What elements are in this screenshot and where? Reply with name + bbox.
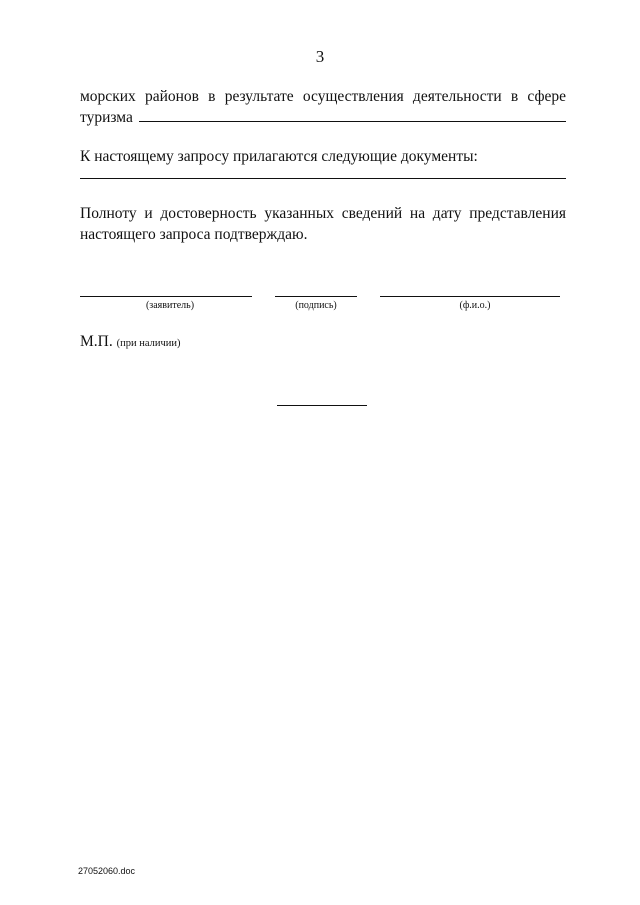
name-line xyxy=(380,296,560,297)
stamp-note: (при наличии) xyxy=(116,338,181,349)
paragraph-tourism-line2 xyxy=(80,107,566,128)
signature-caption: (подпись) xyxy=(295,300,337,311)
page-number: 3 xyxy=(315,47,325,66)
signature-line xyxy=(275,296,357,297)
paragraph-tourism-line1: морских районов в результате осуществления деятельности в сфере xyxy=(80,88,566,105)
file-name-footer: 27052060.doc xyxy=(78,866,136,876)
tourism-label: туризма xyxy=(80,109,133,126)
paragraph-confirmation-line1: Полноту и достоверность указанных сведений на дату представления xyxy=(80,205,566,222)
stamp-label: М.П. xyxy=(80,333,113,350)
applicant-caption: (заявитель) xyxy=(145,300,195,311)
end-rule xyxy=(277,405,367,406)
paragraph-tourism xyxy=(80,86,566,128)
stamp-placeholder xyxy=(80,333,180,351)
paragraph-confirmation xyxy=(80,203,566,245)
applicant-line xyxy=(80,296,252,297)
name-caption: (ф.и.о.) xyxy=(459,300,491,311)
paragraph-confirmation-line2: настоящего запроса подтверждаю. xyxy=(80,226,308,243)
paragraph-attached-documents: К настоящему запросу прилагаются следующие документы: xyxy=(80,148,478,165)
tourism-fill-line xyxy=(139,109,566,122)
attached-documents-fill-line xyxy=(80,178,566,179)
